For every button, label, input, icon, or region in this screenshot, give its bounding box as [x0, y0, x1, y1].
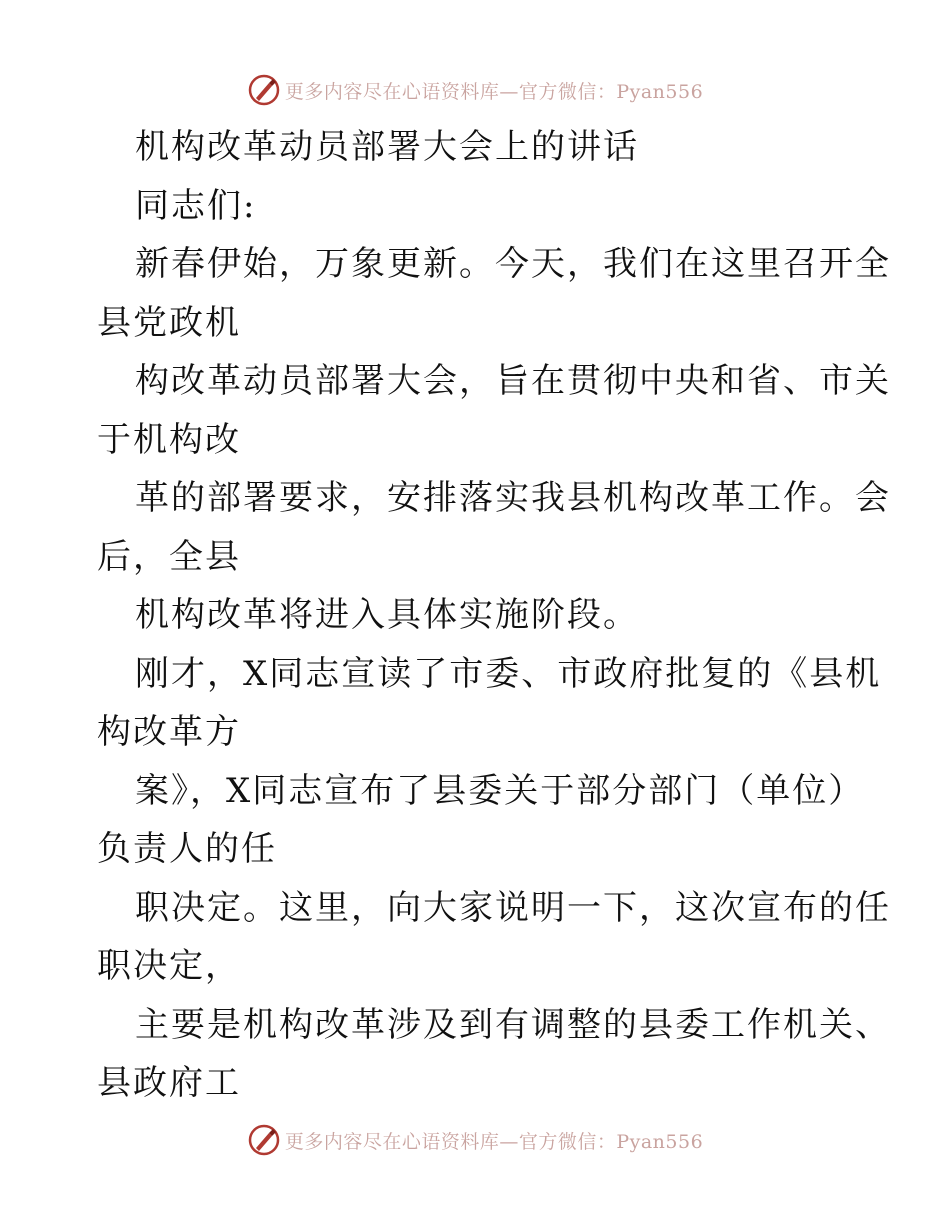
doc-line: 职决定。这里，向大家说明一下，这次宣布的任 [135, 887, 891, 928]
pen-logo-icon [247, 73, 281, 107]
doc-salutation: 同志们: [135, 185, 257, 226]
doc-line: 后，全县 [97, 536, 241, 577]
doc-line: 案》，X同志宣布了县委关于部分部门（单位） [135, 770, 865, 811]
watermark-text: 更多内容尽在心语资料库—官方微信：Pyan556 [284, 80, 704, 103]
doc-line: 构改革动员部署大会，旨在贯彻中央和省、市关 [135, 361, 891, 401]
doc-line: 构改革方 [97, 712, 241, 752]
doc-line: 县党政机 [97, 302, 241, 343]
pen-logo-icon [247, 1123, 281, 1157]
doc-line: 刚才，X同志宣读了市委、市政府批复的《县机 [135, 653, 882, 694]
doc-line: 于机构改 [97, 419, 241, 460]
doc-line: 县政府工 [97, 1063, 241, 1103]
header-watermark [0, 70, 950, 110]
doc-line: 革的部署要求，安排落实我县机构改革工作。会 [135, 478, 891, 518]
doc-line: 主要是机构改革涉及到有调整的县委工作机关、 [135, 1004, 891, 1045]
doc-line: 职决定， [97, 946, 241, 986]
document-body [97, 118, 891, 1113]
watermark-text: 更多内容尽在心语资料库—官方微信：Pyan556 [284, 1130, 704, 1153]
footer-watermark [0, 1120, 950, 1160]
doc-title: 机构改革动员部署大会上的讲话 [135, 127, 639, 167]
doc-line: 负责人的任 [97, 829, 277, 869]
doc-line: 机构改革将进入具体实施阶段。 [135, 595, 639, 635]
doc-line: 新春伊始，万象更新。今天，我们在这里召开全 [135, 244, 891, 284]
